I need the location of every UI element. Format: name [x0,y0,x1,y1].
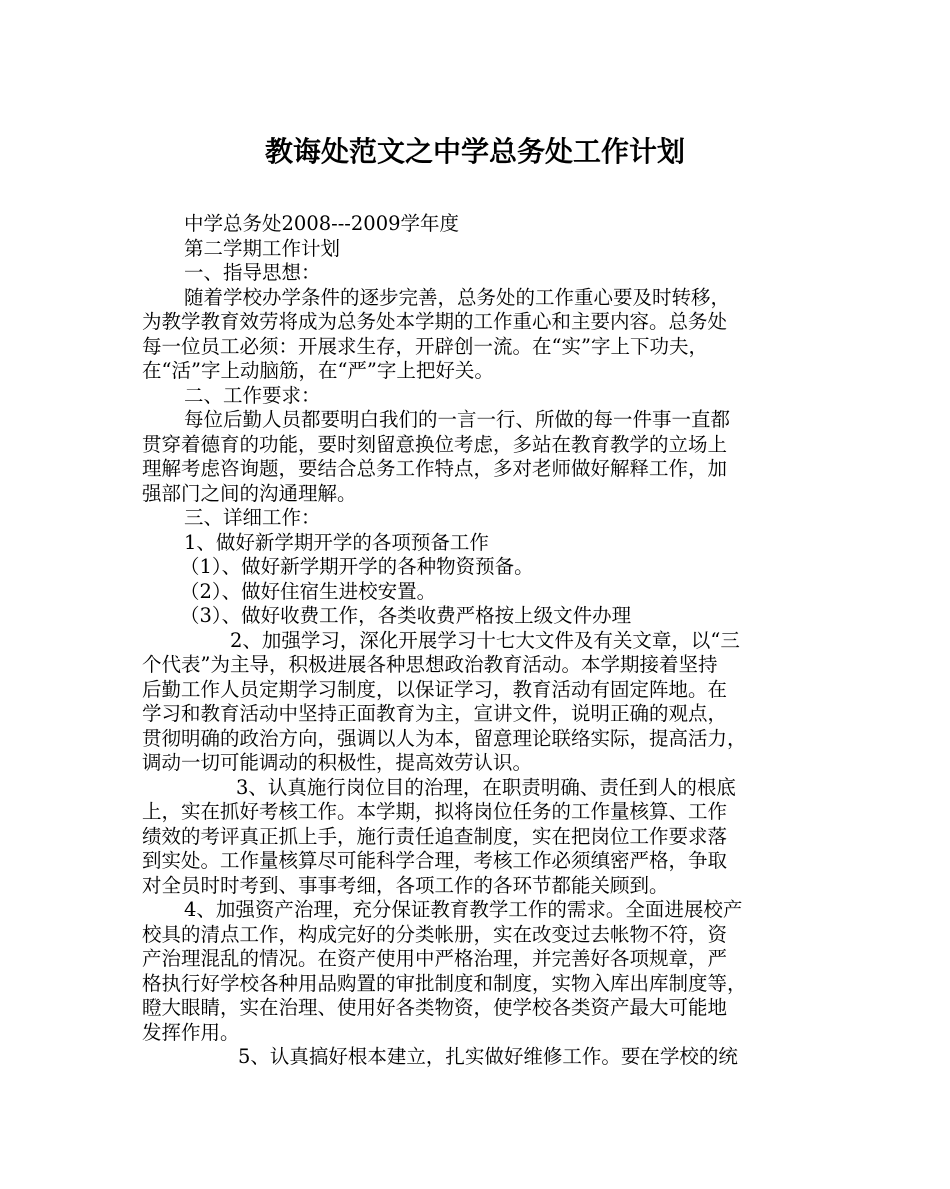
paragraph-line: 校具的清点工作，构成完好的分类帐册，实在改变过去帐物不符，资 [142,922,728,946]
paragraph-line: 上，实在抓好考核工作。本学期，拟将岗位任务的工作量核算、工作 [142,800,728,823]
paragraph-line: 理解考虑咨询题，要结合总务工作特点，多对老师做好解释工作，加 [142,457,728,480]
paragraph-line: 个代表”为主导，积极进展各种思想政治教育活动。本学期接着坚持 [142,653,718,676]
paragraph-line: 每位后勤人员都要明白我们的一言一行、所做的每一件事一直都 [184,408,731,431]
paragraph-line: 格执行好学校各种用品购置的审批制度和制度，实物入库出库制度等， [142,971,747,995]
paragraph-line: 到实处。工作量核算尽可能科学合理，考核工作必须缜密严格，争取 [142,849,728,872]
paragraph-line: 为教学教育效劳将成为总务处本学期的工作重心和主要内容。总务处 [142,310,728,333]
paragraph-line: 第二学期工作计划 [184,236,341,260]
paragraph-line: 对全员时时考到、事事考细，各项工作的各环节都能关顾到。 [142,873,669,897]
section-heading: 二、工作要求： [184,383,321,407]
paragraph-line: 调动一切可能调动的积极性，提高效劳认识。 [142,751,533,774]
paragraph-line: 发挥作用。 [142,1020,240,1044]
paragraph-line: 贯穿着德育的功能，要时刻留意换位考虑，多站在教育教学的立场上 [142,432,728,456]
paragraph-line: 产治理混乱的情况。在资产使用中严格治理，并完善好各项规章，严 [142,947,728,970]
paragraph-line: 随着学校办学条件的逐步完善，总务处的工作重心要及时转移， [184,285,731,309]
list-item: （1）、做好新学期开学的各种物资预备。 [180,555,534,578]
paragraph-line: 中学总务处2008---2009学年度 [184,212,460,235]
list-item: （2）、做好住宿生进校安置。 [180,579,437,603]
paragraph-line: 3、认真施行岗位目的治理，在职责明确、责任到人的根底 [236,775,736,799]
paragraph-line: 强部门之间的沟通理解。 [142,481,357,505]
paragraph-line: 2、加强学习，深化开展学习十七大文件及有关文章，以“三 [230,628,740,652]
paragraph-line: 4、加强资产治理，充分保证教育教学工作的需求。全面进展校产 [184,898,743,921]
paragraph-line: 每一位员工必须：开展求生存，开辟创一流。在“实”字上下功夫， [142,334,708,358]
paragraph-line: 学习和教育活动中坚持正面教育为主，宣讲文件，说明正确的观点， [142,702,728,725]
document-title: 教诲处范文之中学总务处工作计划 [264,135,685,168]
paragraph-line: 瞪大眼睛，实在治理、使用好各类物资，使学校各类资产最大可能地 [142,996,728,1019]
list-item: 1、做好新学期开学的各项预备工作 [184,530,489,554]
section-heading: 一、指导思想： [184,261,321,284]
paragraph-line: 绩效的考评真正抓上手，施行责任追查制度，实在把岗位工作要求落 [142,824,728,848]
document-body [142,212,812,1070]
list-item: （3）、做好收费工作，各类收费严格按上级文件办理 [180,604,632,627]
paragraph-line: 后勤工作人员定期学习制度，以保证学习，教育活动有固定阵地。在 [142,677,728,701]
paragraph-line: 在“活”字上动脑筋，在“严”字上把好关。 [142,359,494,382]
paragraph-line: 5、认真搞好根本建立，扎实做好维修工作。要在学校的统 [238,1045,738,1068]
paragraph-line: 贯彻明确的政治方向，强调以人为本，留意理论联络实际，提高活力， [142,726,747,750]
section-heading: 三、详细工作： [184,506,321,529]
